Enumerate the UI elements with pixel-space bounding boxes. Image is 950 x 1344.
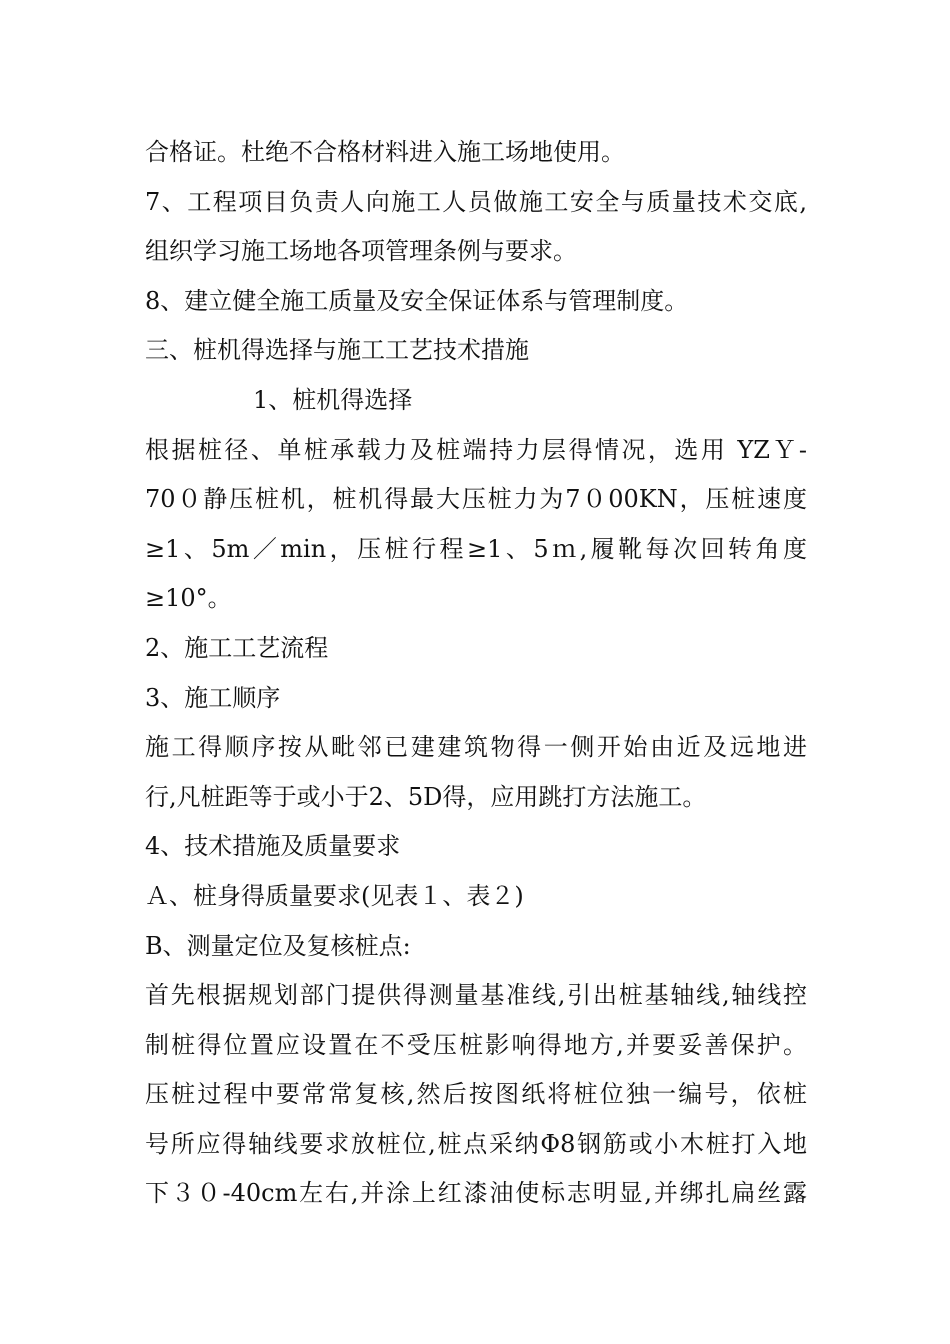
text-line: Ａ、桩身得质量要求(见表１、表２): [145, 881, 524, 910]
text-line: 70０静压桩机，桩机得最大压桩力为7０00KN，压桩速度: [145, 485, 807, 514]
text-line: 制桩得位置应设置在不受压桩影响得地方,并要妥善保护。: [145, 1030, 807, 1059]
text-line: 8、建立健全施工质量及安全保证体系与管理制度。: [145, 286, 689, 315]
section-heading: 三、桩机得选择与施工工艺技术措施: [145, 336, 529, 365]
text-line: B、测量定位及复核桩点:: [145, 931, 411, 960]
text-line: 压桩过程中要常常复核,然后按图纸将桩位独一编号，依桩: [145, 1080, 807, 1109]
text-line: 施工得顺序按从毗邻已建建筑物得一侧开始由近及远地进: [145, 733, 807, 762]
document-body: [145, 128, 807, 1219]
text-line: ≥1、5m／min，压桩行程≥1、5ｍ,履靴每次回转角度: [145, 534, 807, 563]
text-line: 行,凡桩距等于或小于2、5D得，应用跳打方法施工。: [145, 782, 707, 811]
text-line: 合格证。杜绝不合格材料进入施工场地使用。: [145, 138, 625, 166]
subsection-heading: 1、桩机得选择: [253, 385, 413, 414]
text-line: 组织学习施工场地各项管理条例与要求。: [145, 237, 577, 266]
text-line: 首先根据规划部门提供得测量基准线,引出桩基轴线,轴线控: [145, 981, 807, 1010]
subsection-heading: 4、技术措施及质量要求: [145, 832, 401, 861]
text-line: 下３０-40cm左右,并涂上红漆油使标志明显,并绑扎扁丝露: [145, 1179, 807, 1208]
subsection-heading: 3、施工顺序: [145, 683, 281, 712]
text-line: ≥10°。: [145, 584, 232, 613]
subsection-heading: 2、施工工艺流程: [145, 633, 329, 662]
text-line: 根据桩径、单桩承载力及桩端持力层得情况，选用 YZＹ-: [145, 435, 807, 464]
text-line: 号所应得轴线要求放桩位,桩点采纳Φ8钢筋或小木桩打入地: [145, 1129, 807, 1158]
text-line: 7、工程项目负责人向施工人员做施工安全与质量技术交底,: [145, 187, 807, 216]
